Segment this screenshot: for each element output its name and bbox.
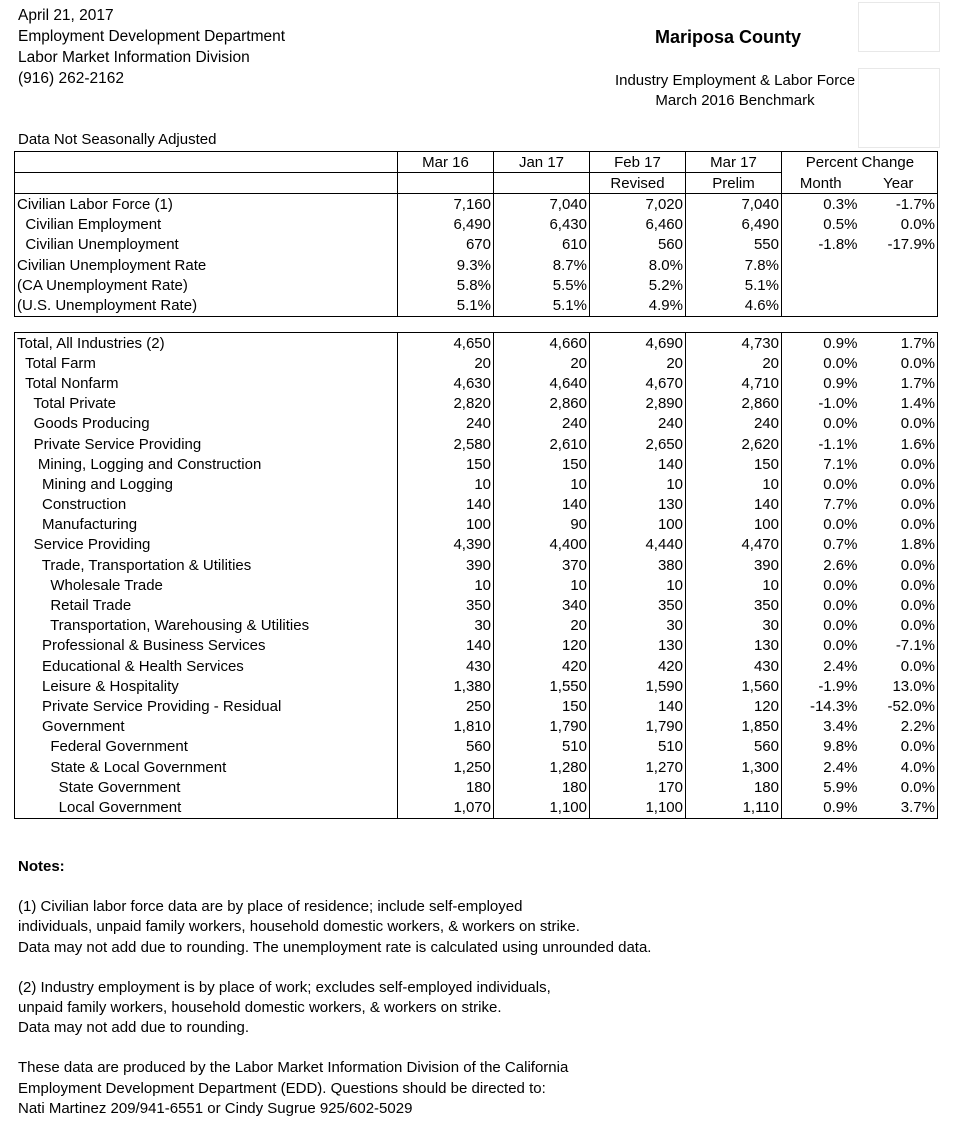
- value-mar16: 250: [398, 696, 494, 716]
- pct-change-month: 0.0%: [823, 597, 858, 615]
- value-mar17: 150: [686, 454, 782, 474]
- table-row: [15, 194, 938, 215]
- row-label: Transportation, Warehousing & Utilities: [15, 616, 398, 636]
- pct-change-month: 7.1%: [823, 455, 858, 473]
- value-mar17: 130: [686, 636, 782, 656]
- row-label: Total, All Industries (2): [15, 333, 398, 354]
- pct-change-month: 0.9%: [823, 334, 858, 352]
- col-header-mar16: Mar 16: [398, 152, 494, 173]
- pct-change-year: 0.0%: [860, 737, 938, 757]
- value-mar17: 430: [686, 656, 782, 676]
- value-feb17: 20: [590, 353, 686, 373]
- row-label: Total Nonfarm: [15, 373, 398, 393]
- value-feb17: 8.0%: [590, 255, 686, 275]
- value-feb17: 510: [590, 737, 686, 757]
- table-row: [15, 373, 938, 393]
- table-row: [15, 797, 938, 818]
- value-mar17: 180: [686, 777, 782, 797]
- value-feb17: 130: [590, 636, 686, 656]
- department-name: Employment Development Department: [18, 28, 286, 45]
- value-feb17: 350: [590, 595, 686, 615]
- header-block: [18, 5, 285, 89]
- row-label: Service Providing: [15, 535, 398, 555]
- value-mar16: 140: [398, 495, 494, 515]
- value-feb17: 7,020: [590, 194, 686, 215]
- value-jan17: 1,100: [494, 797, 590, 818]
- value-mar16: 1,070: [398, 797, 494, 818]
- pct-change-year: -17.9%: [860, 235, 938, 255]
- value-mar16: 560: [398, 737, 494, 757]
- report-date: April 21, 2017: [18, 7, 114, 24]
- table-row: [15, 575, 938, 595]
- pct-change-month: -1.9%: [818, 677, 858, 695]
- value-jan17: 4,640: [494, 373, 590, 393]
- pct-change-year: [860, 255, 938, 275]
- table-row: [15, 535, 938, 555]
- value-mar16: 5.1%: [398, 295, 494, 316]
- pct-change-year: [860, 295, 938, 316]
- value-jan17: 140: [494, 495, 590, 515]
- notes-heading: Notes:: [18, 858, 65, 875]
- value-mar17: 4,710: [686, 373, 782, 393]
- value-jan17: 610: [494, 235, 590, 255]
- value-feb17: 1,790: [590, 717, 686, 737]
- faint-cell-border: [858, 68, 940, 148]
- row-label: Federal Government: [15, 737, 398, 757]
- row-label: Manufacturing: [15, 515, 398, 535]
- value-feb17: 4,690: [590, 333, 686, 354]
- row-label: Educational & Health Services: [15, 656, 398, 676]
- pct-change-year: 0.0%: [860, 215, 938, 235]
- pct-change-year: 0.0%: [860, 616, 938, 636]
- note-1-line-2: individuals, unpaid family workers, household domestic workers, & workers on strike.: [18, 918, 580, 936]
- pct-change-year: 1.8%: [860, 535, 938, 555]
- value-feb17: 1,100: [590, 797, 686, 818]
- value-mar17: 550: [686, 235, 782, 255]
- row-label: Total Private: [15, 394, 398, 414]
- value-feb17: 10: [590, 474, 686, 494]
- value-feb17: 30: [590, 616, 686, 636]
- table-row: [15, 295, 938, 316]
- value-mar16: 2,580: [398, 434, 494, 454]
- col-header-change: Change: [860, 152, 938, 173]
- value-mar17: 5.1%: [686, 275, 782, 295]
- table-row: [15, 717, 938, 737]
- pct-change-month: 0.0%: [823, 516, 858, 534]
- row-label: Civilian Unemployment Rate: [15, 255, 398, 275]
- value-mar17: 10: [686, 474, 782, 494]
- value-mar17: 100: [686, 515, 782, 535]
- value-jan17: 340: [494, 595, 590, 615]
- pct-change-month: 0.0%: [823, 475, 858, 493]
- pct-change-month: [782, 255, 860, 275]
- value-jan17: 20: [494, 616, 590, 636]
- value-feb17: 6,460: [590, 215, 686, 235]
- value-jan17: 510: [494, 737, 590, 757]
- report-subtitle: [600, 71, 870, 111]
- value-mar16: 7,160: [398, 194, 494, 215]
- pct-change-month: 7.7%: [823, 496, 858, 514]
- pct-change-year: 0.0%: [860, 575, 938, 595]
- value-feb17: 100: [590, 515, 686, 535]
- value-mar16: 1,810: [398, 717, 494, 737]
- value-mar17: 4,730: [686, 333, 782, 354]
- value-feb17: 1,270: [590, 757, 686, 777]
- value-mar17: 10: [686, 575, 782, 595]
- industry-employment-table: [14, 332, 938, 819]
- value-jan17: 5.5%: [494, 275, 590, 295]
- row-label: Private Service Providing: [15, 434, 398, 454]
- note-2-line-1: (2) Industry employment is by place of work; excludes self-employed individuals,: [18, 978, 551, 996]
- value-mar16: 9.3%: [398, 255, 494, 275]
- note-2-line-2: unpaid family workers, household domestic workers, & workers on strike.: [18, 999, 502, 1017]
- table-row: [15, 394, 938, 414]
- value-mar17: 350: [686, 595, 782, 615]
- row-label: Retail Trade: [15, 595, 398, 615]
- pct-change-year: 1.4%: [860, 394, 938, 414]
- pct-change-year: 3.7%: [860, 797, 938, 818]
- value-feb17: 380: [590, 555, 686, 575]
- value-jan17: 5.1%: [494, 295, 590, 316]
- value-jan17: 420: [494, 656, 590, 676]
- pct-change-year: 0.0%: [860, 595, 938, 615]
- value-feb17: 2,650: [590, 434, 686, 454]
- col-header-percent: Percent: [805, 153, 858, 171]
- value-feb17: 1,590: [590, 676, 686, 696]
- value-mar16: 4,390: [398, 535, 494, 555]
- table-row: [15, 434, 938, 454]
- value-mar17: 4.6%: [686, 295, 782, 316]
- col-subheader-revised: Revised: [590, 173, 686, 194]
- row-label: State & Local Government: [15, 757, 398, 777]
- value-mar17: 120: [686, 696, 782, 716]
- table-row: [15, 215, 938, 235]
- row-label: Leisure & Hospitality: [15, 676, 398, 696]
- pct-change-year: 0.0%: [860, 454, 938, 474]
- value-jan17: 10: [494, 575, 590, 595]
- value-mar16: 1,250: [398, 757, 494, 777]
- row-label: State Government: [15, 777, 398, 797]
- value-mar17: 30: [686, 616, 782, 636]
- value-mar17: 7,040: [686, 194, 782, 215]
- contact-line-2: Employment Development Department (EDD). Questions should be directed to:: [18, 1079, 546, 1097]
- pct-change-year: 0.0%: [860, 495, 938, 515]
- value-jan17: 6,430: [494, 215, 590, 235]
- table-row: [15, 616, 938, 636]
- value-jan17: 1,280: [494, 757, 590, 777]
- value-jan17: 8.7%: [494, 255, 590, 275]
- row-label: Mining, Logging and Construction: [15, 454, 398, 474]
- value-jan17: 7,040: [494, 194, 590, 215]
- pct-change-year: -1.7%: [860, 194, 938, 215]
- value-feb17: 5.2%: [590, 275, 686, 295]
- pct-change-month: [782, 275, 860, 295]
- pct-change-month: 0.0%: [823, 354, 858, 372]
- table-row: [15, 777, 938, 797]
- pct-change-year: 1.7%: [860, 333, 938, 354]
- pct-change-month: 0.9%: [823, 374, 858, 392]
- phone-number: (916) 262-2162: [18, 70, 124, 87]
- value-mar16: 2,820: [398, 394, 494, 414]
- value-jan17: 1,550: [494, 676, 590, 696]
- value-feb17: 560: [590, 235, 686, 255]
- value-mar16: 10: [398, 474, 494, 494]
- value-mar17: 1,850: [686, 717, 782, 737]
- pct-change-month: -1.0%: [818, 395, 858, 413]
- value-feb17: 130: [590, 495, 686, 515]
- value-jan17: 20: [494, 353, 590, 373]
- value-feb17: 240: [590, 414, 686, 434]
- value-feb17: 4.9%: [590, 295, 686, 316]
- pct-change-year: 0.0%: [860, 353, 938, 373]
- value-jan17: 150: [494, 696, 590, 716]
- table-row: [15, 676, 938, 696]
- note-2-line-3: Data may not add due to rounding.: [18, 1019, 249, 1037]
- value-feb17: 420: [590, 656, 686, 676]
- value-feb17: 140: [590, 696, 686, 716]
- table-row: [15, 636, 938, 656]
- value-jan17: 1,790: [494, 717, 590, 737]
- pct-change-month: 0.0%: [823, 415, 858, 433]
- pct-change-month: 2.4%: [823, 758, 858, 776]
- pct-change-year: 1.7%: [860, 373, 938, 393]
- value-mar17: 140: [686, 495, 782, 515]
- pct-change-month: 0.9%: [823, 798, 858, 816]
- col-subheader-year: Year: [860, 173, 938, 194]
- row-label: Wholesale Trade: [15, 575, 398, 595]
- table-row: [15, 495, 938, 515]
- row-label: (CA Unemployment Rate): [15, 275, 398, 295]
- pct-change-year: 0.0%: [860, 555, 938, 575]
- value-mar16: 1,380: [398, 676, 494, 696]
- pct-change-month: -1.1%: [818, 435, 858, 453]
- table-row: [15, 333, 938, 354]
- value-jan17: 120: [494, 636, 590, 656]
- table-row: [15, 474, 938, 494]
- value-mar17: 2,620: [686, 434, 782, 454]
- table-row: [15, 515, 938, 535]
- row-label: Goods Producing: [15, 414, 398, 434]
- value-feb17: 170: [590, 777, 686, 797]
- col-header-jan17: Jan 17: [494, 152, 590, 173]
- value-mar16: 30: [398, 616, 494, 636]
- pct-change-year: [860, 275, 938, 295]
- table-row: [15, 255, 938, 275]
- value-mar17: 240: [686, 414, 782, 434]
- pct-change-month: 3.4%: [823, 718, 858, 736]
- pct-change-month: 0.3%: [823, 195, 858, 213]
- notes-section: [18, 857, 651, 1119]
- value-jan17: 10: [494, 474, 590, 494]
- contact-line-3: Nati Martinez 209/941-6551 or Cindy Sugrue 925/602-5029: [18, 1099, 413, 1117]
- pct-change-year: 1.6%: [860, 434, 938, 454]
- value-jan17: 150: [494, 454, 590, 474]
- table-row: [15, 555, 938, 575]
- pct-change-year: 13.0%: [860, 676, 938, 696]
- value-jan17: 2,860: [494, 394, 590, 414]
- pct-change-month: -1.8%: [818, 236, 858, 254]
- note-1-line-3: Data may not add due to rounding. The unemployment rate is calculated using unrounded data.: [18, 938, 652, 956]
- pct-change-month: 2.4%: [823, 657, 858, 675]
- row-label: Local Government: [15, 797, 398, 818]
- value-jan17: 240: [494, 414, 590, 434]
- table-row: [15, 737, 938, 757]
- row-label: Professional & Business Services: [15, 636, 398, 656]
- pct-change-month: 0.5%: [823, 216, 858, 234]
- row-label: Mining and Logging: [15, 474, 398, 494]
- value-mar16: 6,490: [398, 215, 494, 235]
- row-label: Civilian Unemployment: [15, 235, 398, 255]
- value-mar17: 1,110: [686, 797, 782, 818]
- value-jan17: 90: [494, 515, 590, 535]
- value-mar17: 20: [686, 353, 782, 373]
- value-mar17: 1,300: [686, 757, 782, 777]
- value-jan17: 2,610: [494, 434, 590, 454]
- row-label: Government: [15, 717, 398, 737]
- value-mar16: 670: [398, 235, 494, 255]
- value-feb17: 4,670: [590, 373, 686, 393]
- table-row: [15, 454, 938, 474]
- value-mar16: 430: [398, 656, 494, 676]
- value-feb17: 4,440: [590, 535, 686, 555]
- value-jan17: 370: [494, 555, 590, 575]
- pct-change-year: -7.1%: [860, 636, 938, 656]
- pct-change-year: 0.0%: [860, 474, 938, 494]
- value-jan17: 4,400: [494, 535, 590, 555]
- pct-change-year: 0.0%: [860, 777, 938, 797]
- pct-change-month: 5.9%: [823, 778, 858, 796]
- pct-change-month: 0.7%: [823, 536, 858, 554]
- value-mar16: 20: [398, 353, 494, 373]
- column-header-row: [15, 152, 938, 173]
- value-mar17: 390: [686, 555, 782, 575]
- col-subheader-month: Month: [782, 173, 860, 194]
- pct-change-month: [782, 295, 860, 316]
- note-1-line-1: (1) Civilian labor force data are by place of residence; include self-employed: [18, 898, 523, 916]
- value-mar17: 560: [686, 737, 782, 757]
- table-row: [15, 757, 938, 777]
- col-subheader-prelim: Prelim: [686, 173, 782, 194]
- value-mar16: 390: [398, 555, 494, 575]
- labor-force-table: [14, 151, 938, 317]
- col-header-mar17: Mar 17: [686, 152, 782, 173]
- pct-change-year: 0.0%: [860, 515, 938, 535]
- value-mar16: 100: [398, 515, 494, 535]
- value-mar16: 140: [398, 636, 494, 656]
- value-mar17: 4,470: [686, 535, 782, 555]
- subtitle-line-2: March 2016 Benchmark: [655, 92, 815, 109]
- table-row: [15, 696, 938, 716]
- value-mar16: 150: [398, 454, 494, 474]
- faint-cell-border: [858, 2, 940, 52]
- table-row: [15, 595, 938, 615]
- value-mar16: 4,650: [398, 333, 494, 354]
- pct-change-month: 0.0%: [823, 637, 858, 655]
- col-header-feb17: Feb 17: [590, 152, 686, 173]
- table-row: [15, 353, 938, 373]
- value-mar17: 7.8%: [686, 255, 782, 275]
- pct-change-year: 0.0%: [860, 656, 938, 676]
- pct-change-year: 2.2%: [860, 717, 938, 737]
- value-mar16: 240: [398, 414, 494, 434]
- row-label: Civilian Employment: [15, 215, 398, 235]
- row-label: Total Farm: [15, 353, 398, 373]
- value-mar17: 6,490: [686, 215, 782, 235]
- value-jan17: 180: [494, 777, 590, 797]
- subtitle-line-1: Industry Employment & Labor Force: [614, 72, 856, 89]
- pct-change-month: -14.3%: [809, 697, 858, 715]
- row-label: (U.S. Unemployment Rate): [15, 295, 398, 316]
- pct-change-year: 4.0%: [860, 757, 938, 777]
- table-row: [15, 414, 938, 434]
- row-label: Civilian Labor Force (1): [15, 194, 398, 215]
- division-name: Labor Market Information Division: [18, 49, 250, 66]
- value-mar17: 1,560: [686, 676, 782, 696]
- table-row: [15, 275, 938, 295]
- column-subheader-row: [15, 173, 938, 194]
- pct-change-month: 2.6%: [823, 556, 858, 574]
- table-row: [15, 656, 938, 676]
- contact-line-1: These data are produced by the Labor Market Information Division of the California: [18, 1059, 569, 1077]
- pct-change-year: -52.0%: [860, 696, 938, 716]
- county-title: Mariposa County: [655, 27, 802, 47]
- value-mar16: 350: [398, 595, 494, 615]
- value-feb17: 140: [590, 454, 686, 474]
- table-row: [15, 235, 938, 255]
- value-mar16: 5.8%: [398, 275, 494, 295]
- value-jan17: 4,660: [494, 333, 590, 354]
- pct-change-month: 9.8%: [823, 738, 858, 756]
- pct-change-month: 0.0%: [823, 617, 858, 635]
- row-label: Trade, Transportation & Utilities: [15, 555, 398, 575]
- value-feb17: 2,890: [590, 394, 686, 414]
- adjustment-note: Data Not Seasonally Adjusted: [18, 131, 217, 148]
- pct-change-year: 0.0%: [860, 414, 938, 434]
- value-mar16: 180: [398, 777, 494, 797]
- value-feb17: 10: [590, 575, 686, 595]
- row-label: Private Service Providing - Residual: [15, 696, 398, 716]
- value-mar16: 10: [398, 575, 494, 595]
- pct-change-month: 0.0%: [823, 576, 858, 594]
- value-mar16: 4,630: [398, 373, 494, 393]
- value-mar17: 2,860: [686, 394, 782, 414]
- row-label: Construction: [15, 495, 398, 515]
